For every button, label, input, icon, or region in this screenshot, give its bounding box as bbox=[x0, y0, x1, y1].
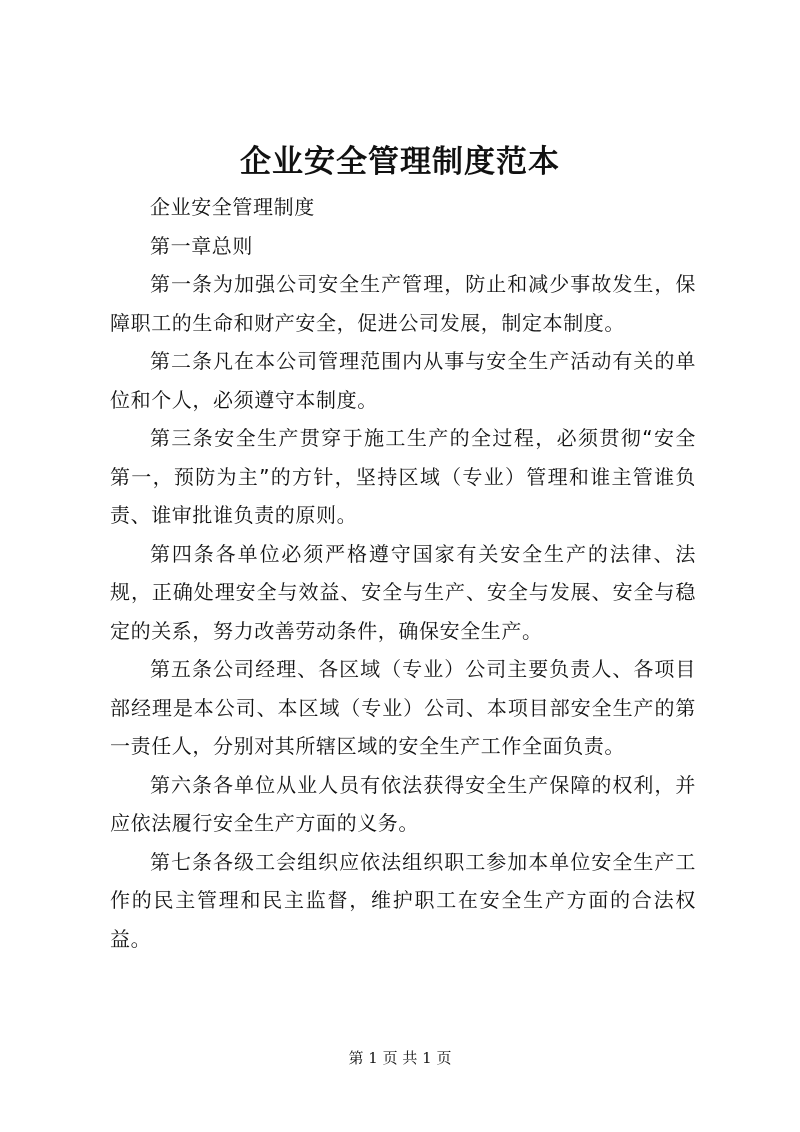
document-title: 企业安全管理制度范本 bbox=[240, 144, 560, 180]
page-footer: 第 1 页 共 1 页 bbox=[348, 1049, 452, 1067]
chapter-heading: 第一章总则 bbox=[150, 233, 253, 258]
article-1: 第一条为加强公司安全生产管理，防止和减少事故发生，保障职工的生命和财产安全，促进公司发展，制定本制度。 bbox=[110, 272, 696, 335]
section-heading: 企业安全管理制度 bbox=[150, 195, 315, 219]
article-3: 第三条安全生产贯穿于施工生产的全过程，必须贯彻“安全第一，预防为主”的方针，坚持区域（专业）管理和谁主管谁负责、谁审批谁负责的原则。 bbox=[110, 426, 696, 527]
article-4: 第四条各单位必须严格遵守国家有关安全生产的法律、法规，正确处理安全与效益、安全与生产、安全与发展、安全与稳定的关系，努力改善劳动条件，确保安全生产。 bbox=[110, 541, 696, 643]
document-body bbox=[110, 188, 696, 958]
article-5: 第五条公司经理、各区域（专业）公司主要负责人、各项目部经理是本公司、本区域（专业）公司、本项目部安全生产的第一责任人，分别对其所辖区域的安全生产工作全面负责。 bbox=[110, 657, 696, 758]
article-6: 第六条各单位从业人员有依法获得安全生产保障的权利，并应依法履行安全生产方面的义务。 bbox=[110, 772, 696, 835]
article-7: 第七条各级工会组织应依法组织职工参加本单位安全生产工作的民主管理和民主监督，维护职工在安全生产方面的合法权益。 bbox=[110, 849, 696, 951]
article-2: 第二条凡在本公司管理范围内从事与安全生产活动有关的单位和个人，必须遵守本制度。 bbox=[110, 349, 696, 412]
